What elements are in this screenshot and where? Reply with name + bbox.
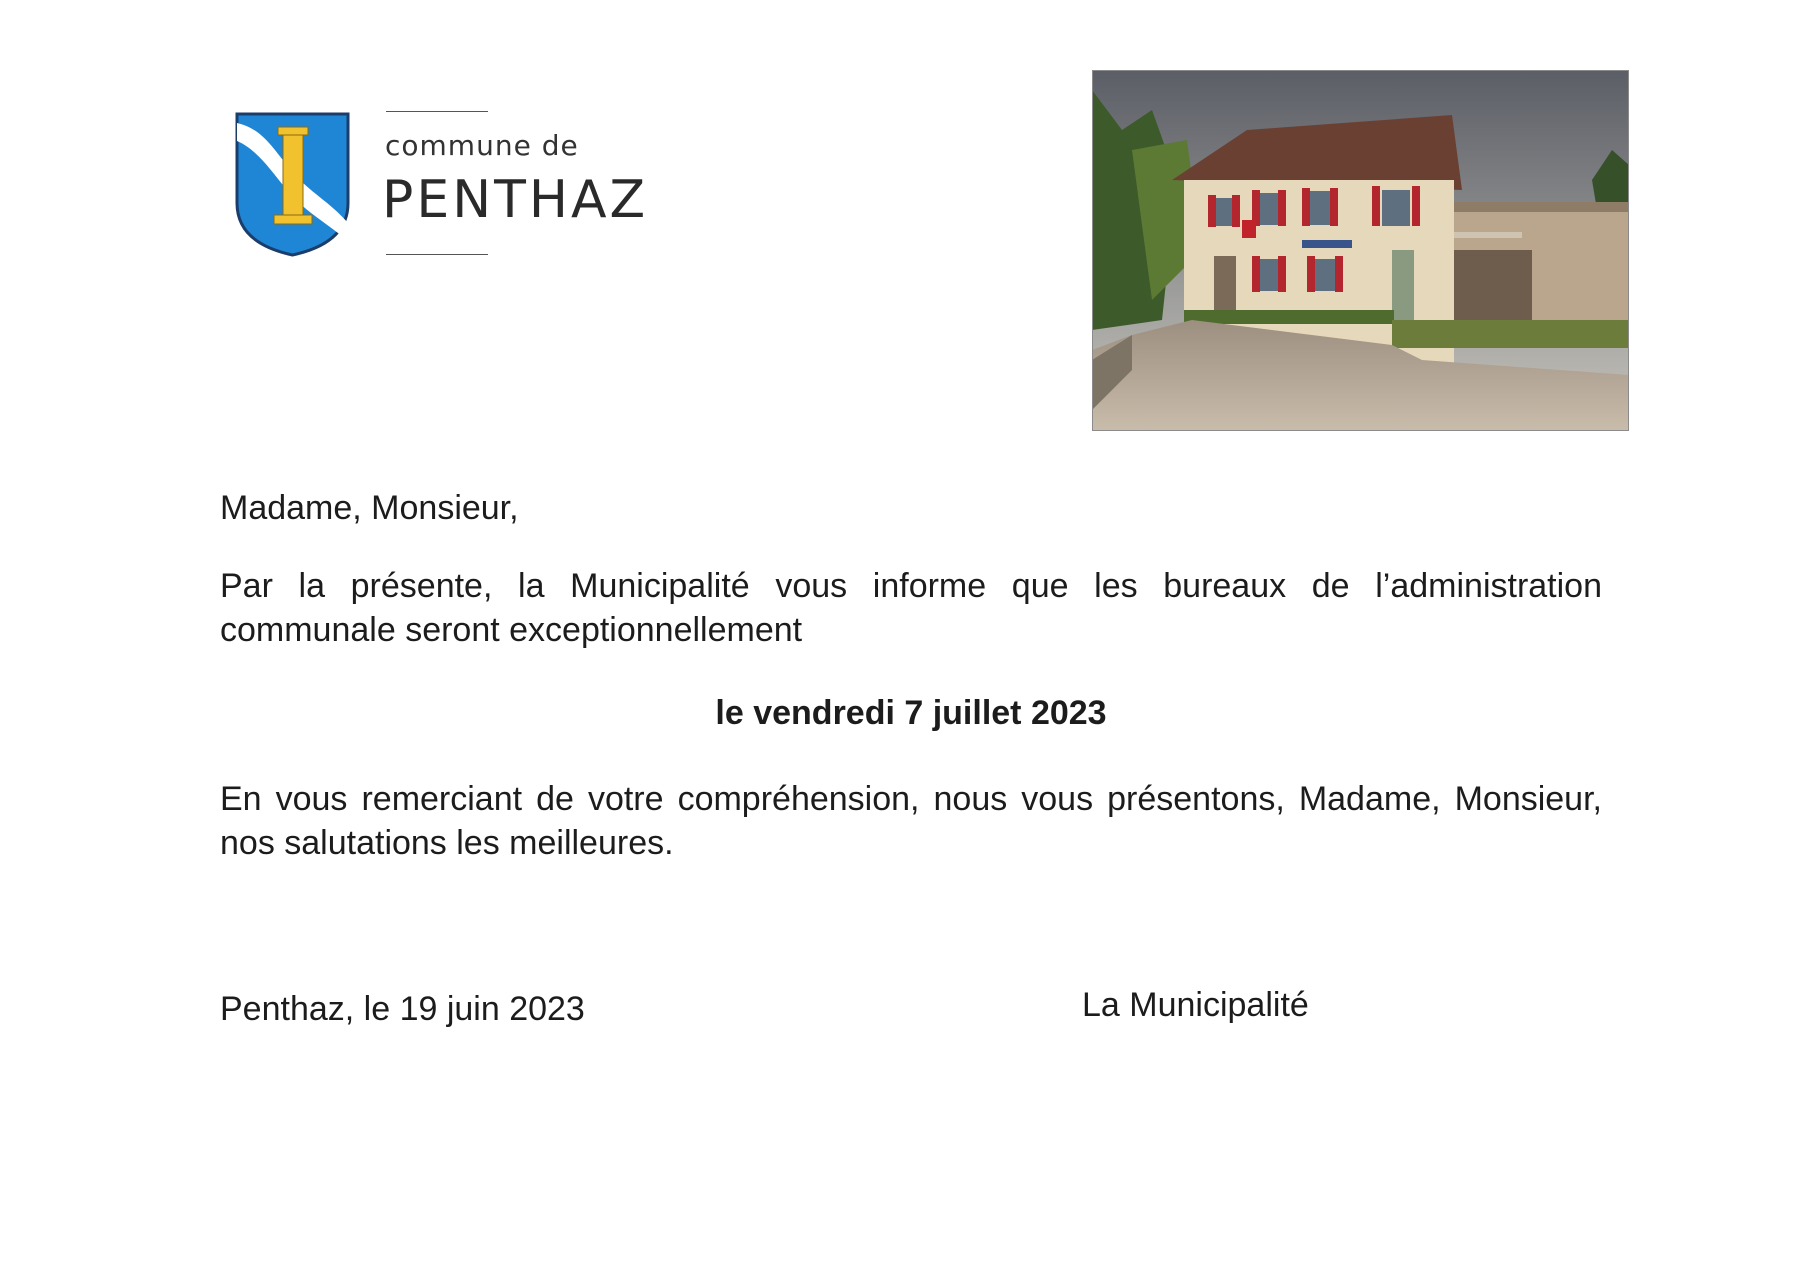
logo-penthaz-text: PENTHAZ: [382, 170, 649, 230]
logo-bottom-rule: [386, 254, 488, 255]
signature: La Municipalité: [1082, 986, 1309, 1024]
logo-commune-text: commune de: [385, 129, 579, 162]
logo-top-rule: [386, 111, 488, 112]
paragraph-closing: En vous remerciant de votre compréhension, nous vous présentons, Madame, Monsieur, nos salutations les meilleures.: [220, 780, 1602, 862]
paragraph-announcement: Par la présente, la Municipalité vous informe que les bureaux de l’administration communale seront exceptionnellement: [220, 567, 1602, 649]
town-hall-photo: [1092, 70, 1629, 431]
closure-date: le vendredi 7 juillet 2023: [715, 694, 1107, 732]
place-and-date: Penthaz, le 19 juin 2023: [220, 990, 585, 1028]
crest-logo: [234, 111, 351, 258]
salutation: Madame, Monsieur,: [220, 489, 519, 527]
